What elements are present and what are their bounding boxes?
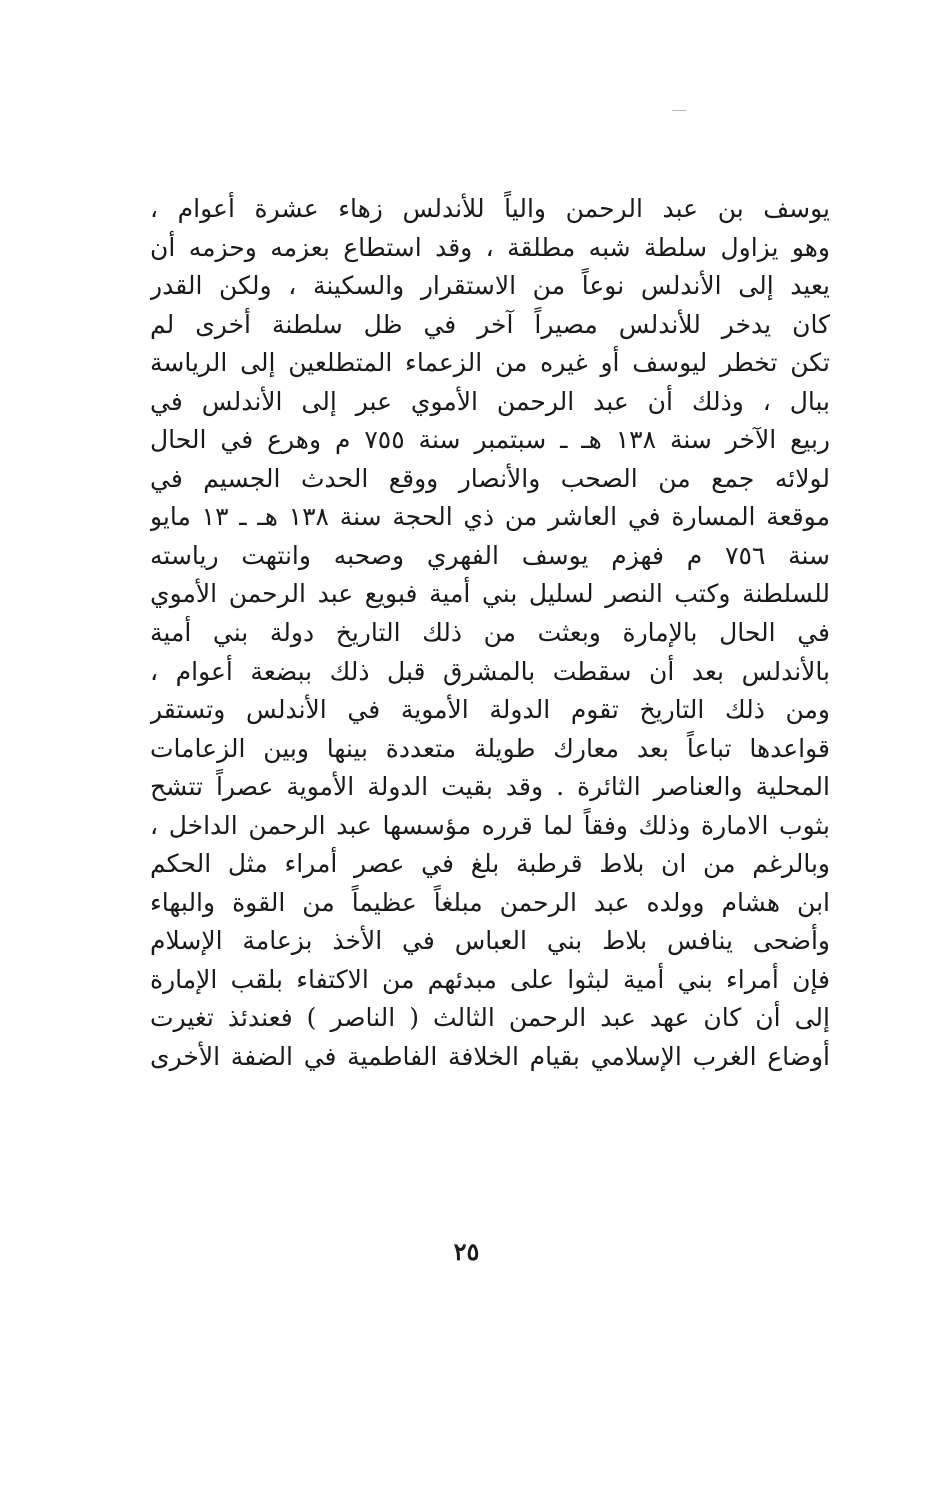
text-line: ربيع الآخر سنة ١٣٨ هـ ـ سبتمبر سنة ٧٥٥ م وهرع في الحال xyxy=(150,425,830,455)
text-line: إلى أن كان عهد عبد الرحمن الثالث ( الناصر ) فعندئذ تغيرت xyxy=(150,1003,830,1033)
text-line: أوضاع الغرب الإسلامي بقيام الخلافة الفاطمية في الضفة الأخرى xyxy=(150,1042,830,1072)
text-line: للسلطنة وكتب النصر لسليل بني أمية فبويع عبد الرحمن الأموي xyxy=(150,579,830,609)
text-line: موقعة المسارة في العاشر من ذي الحجة سنة ١٣٨ هـ ـ ١٣ مايو xyxy=(150,502,830,532)
text-line: بالأندلس بعد أن سقطت بالمشرق قبل ذلك ببضعة أعوام ، xyxy=(150,656,830,686)
text-line: ببال ، وذلك أن عبد الرحمن الأموي عبر إلى الأندلس في xyxy=(150,386,830,416)
text-line: كان يدخر للأندلس مصيراً آخر في ظل سلطنة أخرى لم xyxy=(150,309,830,339)
text-line: لولائه جمع من الصحب والأنصار ووقع الحدث الجسيم في xyxy=(150,463,830,493)
scan-mark xyxy=(672,110,686,111)
text-line: وبالرغم من ان بلاط قرطبة بلغ في عصر أمراء مثل الحكم xyxy=(150,849,830,879)
text-line: بثوب الامارة وذلك وفقاً لما قرره مؤسسها عبد الرحمن الداخل ، xyxy=(150,810,830,840)
text-line: وهو يزاول سلطة شبه مطلقة ، وقد استطاع بعزمه وحزمه أن xyxy=(150,232,830,262)
text-line: ومن ذلك التاريخ تقوم الدولة الأموية في الأندلس وتستقر xyxy=(150,695,830,725)
text-line: فإن أمراء بني أمية لبثوا على مبدئهم من الاكتفاء بلقب الإمارة xyxy=(150,964,830,994)
text-line: في الحال بالإمارة وبعثت من ذلك التاريخ دولة بني أمية xyxy=(150,618,830,648)
text-line: يوسف بن عبد الرحمن والياً للأندلس زهاء عشرة أعوام ، xyxy=(150,194,830,223)
text-line: ابن هشام وولده عبد الرحمن مبلغاً عظيماً من القوة والبهاء xyxy=(150,887,830,917)
text-line: يعيد إلى الأندلس نوعاً من الاستقرار والسكينة ، ولكن القدر xyxy=(150,271,830,301)
body-text xyxy=(150,190,830,1077)
text-line: المحلية والعناصر الثائرة . وقد بقيت الدولة الأموية عصراً تتشح xyxy=(150,772,830,802)
page-number: ٢٥ xyxy=(453,1237,480,1266)
text-line: وأضحى ينافس بلاط بني العباس في الأخذ بزعامة الإسلام xyxy=(150,926,830,956)
text-line: قواعدها تباعاً بعد معارك طويلة متعددة بينها وبين الزعامات xyxy=(150,733,830,763)
text-line: تكن تخطر ليوسف أو غيره من الزعماء المتطلعين إلى الرياسة xyxy=(150,348,830,378)
text-line: سنة ٧٥٦ م فهزم يوسف الفهري وصحبه وانتهت رياسته xyxy=(150,540,830,570)
